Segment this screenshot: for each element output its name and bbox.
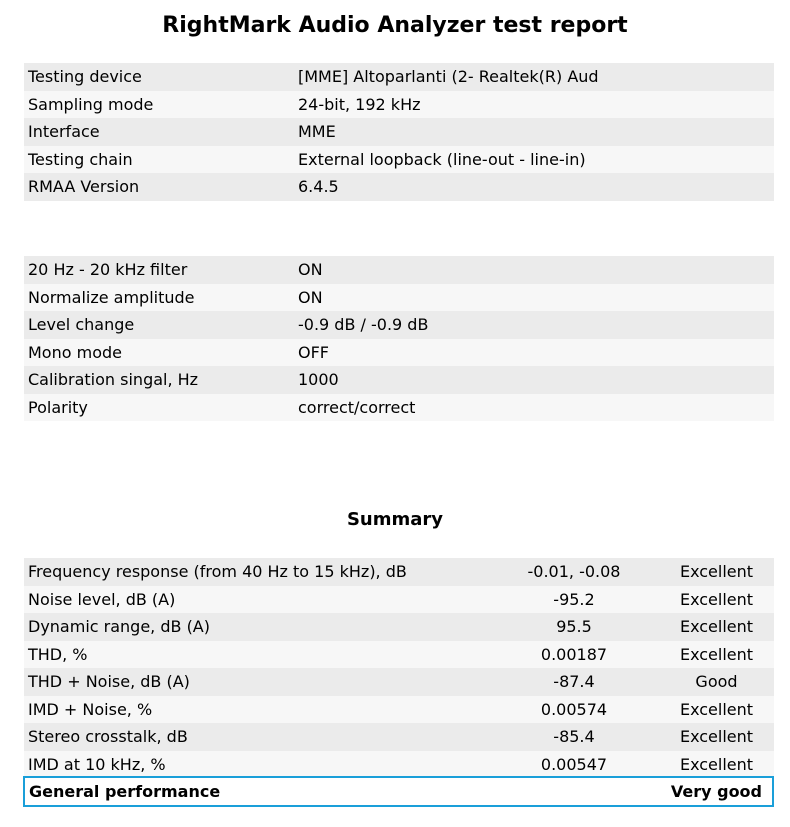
summary-value: 95.5 [489,613,659,641]
info-value: 24-bit, 192 kHz [294,91,774,119]
general-performance-label: General performance [29,782,221,801]
info-value: MME [294,118,774,146]
table-row [24,668,774,696]
info-label: Testing device [24,63,294,91]
summary-value: -95.2 [489,586,659,614]
table-row [24,146,774,174]
setting-label: Normalize amplitude [24,284,294,312]
summary-metric: THD + Noise, dB (A) [24,668,489,696]
summary-value: 0.00187 [489,641,659,669]
table-row [24,256,774,284]
setting-value: 1000 [294,366,774,394]
test-settings-table [24,256,774,421]
summary-rating: Excellent [659,751,774,779]
setting-value: correct/correct [294,394,774,422]
summary-metric: IMD at 10 kHz, % [24,751,489,779]
table-row [24,173,774,201]
table-row [24,284,774,312]
setting-value: OFF [294,339,774,367]
summary-rating: Excellent [659,558,774,586]
setting-label: Level change [24,311,294,339]
table-row [24,751,774,779]
summary-rating: Excellent [659,723,774,751]
setting-value: ON [294,256,774,284]
table-row [24,339,774,367]
summary-rating: Excellent [659,641,774,669]
report-title: RightMark Audio Analyzer test report [162,13,628,38]
info-label: RMAA Version [24,173,294,201]
table-row [24,63,774,91]
table-row [24,91,774,119]
info-label: Interface [24,118,294,146]
table-row [24,394,774,422]
summary-value: -87.4 [489,668,659,696]
setting-label: Calibration singal, Hz [24,366,294,394]
general-performance-rating: Very good [670,782,762,801]
info-label: Testing chain [24,146,294,174]
table-row [24,311,774,339]
table-row [24,558,774,586]
info-value: External loopback (line-out - line-in) [294,146,774,174]
setting-value: ON [294,284,774,312]
info-value: 6.4.5 [294,173,774,201]
summary-table [24,558,774,778]
summary-metric: Noise level, dB (A) [24,586,489,614]
info-label: Sampling mode [24,91,294,119]
general-performance-row [23,776,774,807]
table-row [24,118,774,146]
setting-label: Polarity [24,394,294,422]
summary-rating: Excellent [659,696,774,724]
summary-value: -85.4 [489,723,659,751]
table-row [24,696,774,724]
summary-rating: Excellent [659,613,774,641]
summary-metric: Dynamic range, dB (A) [24,613,489,641]
table-row [24,613,774,641]
summary-metric: Stereo crosstalk, dB [24,723,489,751]
setting-label: Mono mode [24,339,294,367]
summary-value: 0.00547 [489,751,659,779]
table-row [24,723,774,751]
summary-metric: IMD + Noise, % [24,696,489,724]
info-value: [MME] Altoparlanti (2- Realtek(R) Aud [294,63,774,91]
table-row [24,366,774,394]
setting-label: 20 Hz - 20 kHz filter [24,256,294,284]
device-info-table [24,63,774,201]
table-row [24,586,774,614]
summary-rating: Good [659,668,774,696]
summary-metric: Frequency response (from 40 Hz to 15 kHz), dB [24,558,489,586]
summary-value: -0.01, -0.08 [489,558,659,586]
summary-value: 0.00574 [489,696,659,724]
table-row [24,641,774,669]
setting-value: -0.9 dB / -0.9 dB [294,311,774,339]
summary-metric: THD, % [24,641,489,669]
summary-rating: Excellent [659,586,774,614]
summary-title: Summary [346,509,444,530]
